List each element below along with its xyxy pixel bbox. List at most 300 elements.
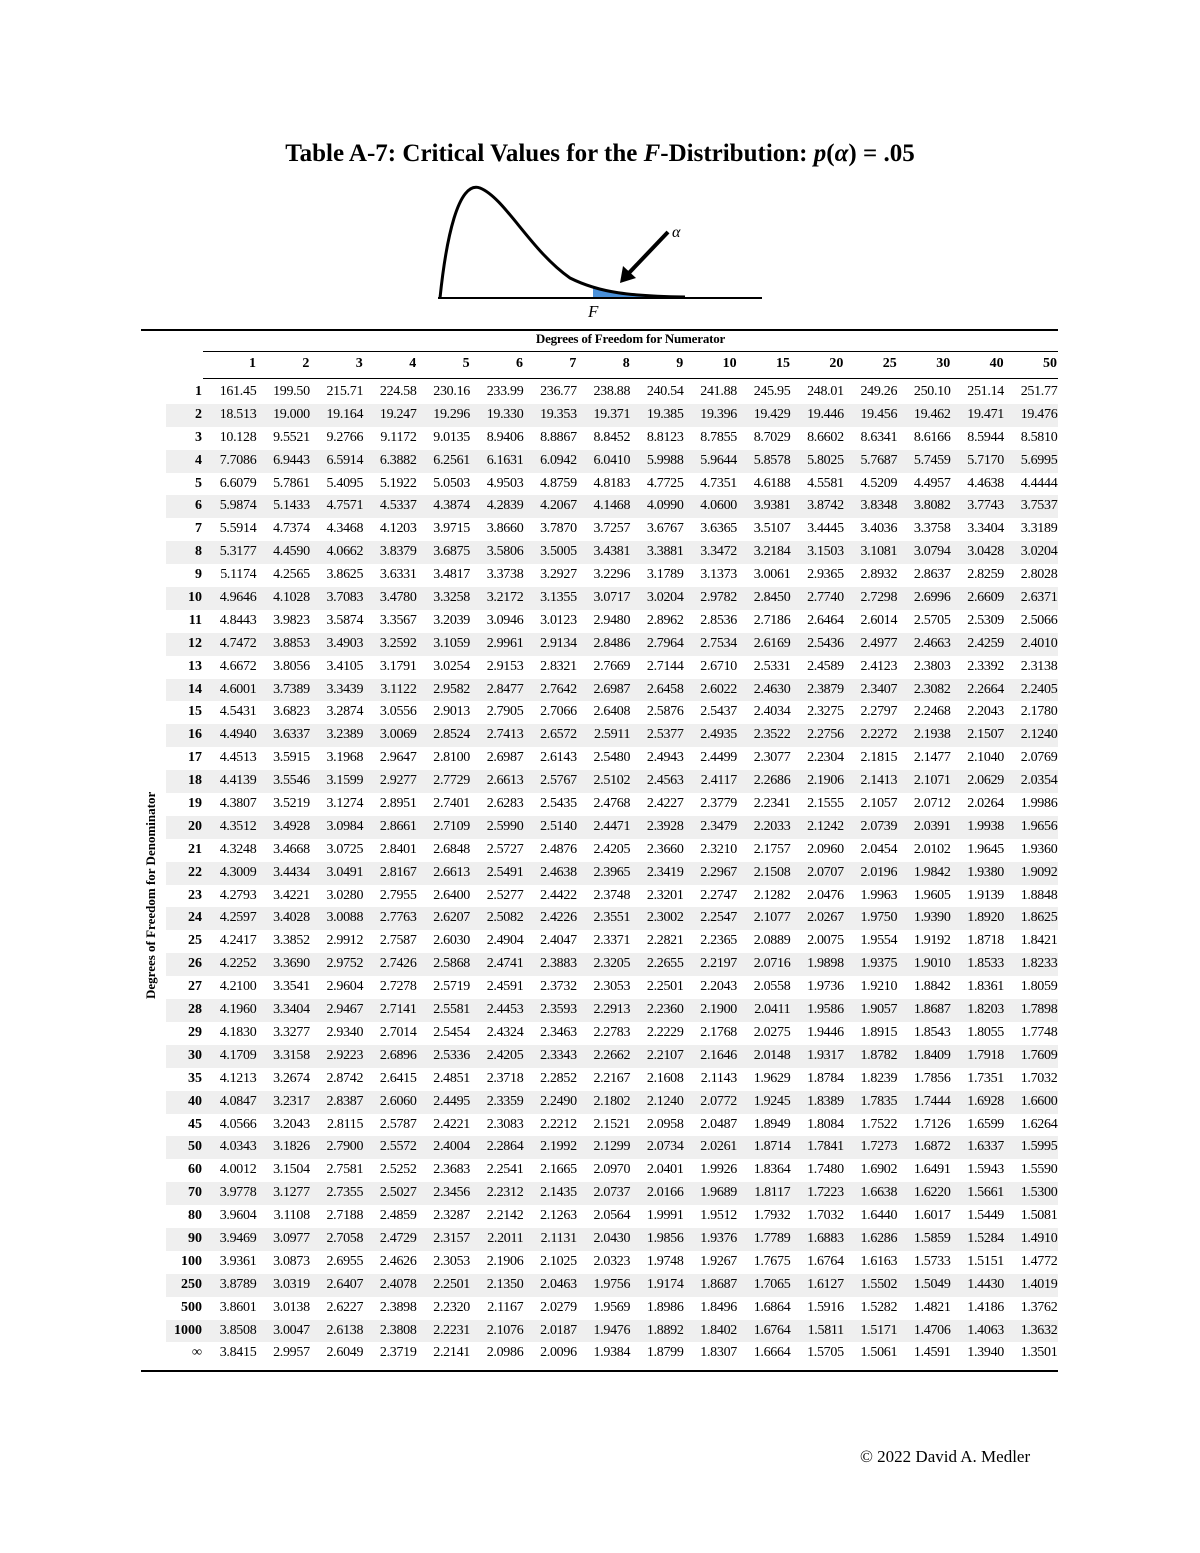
table-cell: 2.1076	[486, 1322, 524, 1338]
row-df-label: 80	[188, 1208, 202, 1224]
row-df-label: 17	[188, 750, 202, 766]
table-cell: 5.9874	[219, 498, 257, 514]
table-cell: 2.2033	[753, 818, 791, 834]
table-cell: 2.3719	[379, 1345, 417, 1361]
table-cell: 1.8421	[1020, 933, 1058, 949]
table-cell: 2.4563	[646, 773, 684, 789]
table-cell: 1.5995	[1020, 1139, 1058, 1155]
table-cell: 19.385	[646, 406, 684, 422]
table-cell: 2.0958	[646, 1116, 684, 1132]
row-df-label: 12	[188, 635, 202, 651]
table-cell: 2.2783	[593, 1024, 631, 1040]
row-df-label: ∞	[192, 1345, 202, 1361]
table-cell: 8.9406	[486, 429, 524, 445]
table-cell: 4.5431	[219, 704, 257, 720]
table-cell: 3.9778	[219, 1185, 257, 1201]
table-cell: 2.5491	[486, 864, 524, 880]
table-cell: 3.0491	[326, 864, 364, 880]
table-cell: 1.8307	[700, 1345, 737, 1361]
table-cell: 2.3479	[700, 818, 737, 834]
table-cell: 1.5284	[967, 1230, 1004, 1246]
table-cell: 1.8687	[913, 1002, 951, 1018]
table-cell: 4.3512	[219, 818, 257, 834]
table-cell: 3.1081	[860, 544, 898, 560]
table-cell: 2.0279	[540, 1299, 577, 1315]
table-cell: 5.0503	[433, 475, 470, 491]
table-cell: 2.2852	[540, 1070, 577, 1086]
table-cell: 1.8625	[1020, 910, 1058, 926]
table-cell: 2.6613	[486, 773, 524, 789]
table-cell: 1.9986	[1020, 796, 1058, 812]
table-cell: 2.7669	[593, 658, 631, 674]
table-cell: 19.000	[273, 406, 310, 422]
table-cell: 2.6400	[433, 887, 470, 903]
table-cell: 4.1709	[219, 1047, 257, 1063]
table-cell: 8.5944	[967, 429, 1004, 445]
table-cell: 1.8949	[753, 1116, 791, 1132]
table-cell: 3.8082	[913, 498, 951, 514]
table-cell: 1.7675	[753, 1253, 791, 1269]
table-cell: 1.9380	[967, 864, 1004, 880]
table-cell: 2.1768	[700, 1024, 737, 1040]
table-cell: 2.5876	[646, 704, 684, 720]
table-cell: 2.6283	[486, 796, 524, 812]
table-cell: 4.1960	[219, 1002, 257, 1018]
table-cell: 3.3881	[646, 544, 684, 560]
table-cell: 2.6955	[326, 1253, 364, 1269]
table-cell: 1.5943	[967, 1162, 1004, 1178]
table-cell: 250.10	[913, 384, 951, 399]
table-cell: 8.6166	[913, 429, 951, 445]
table-cell: 4.8759	[540, 475, 577, 491]
table-row	[166, 473, 1058, 496]
row-df-label: 70	[188, 1185, 202, 1201]
table-cell: 3.0254	[433, 658, 470, 674]
table-cell: 4.3009	[219, 864, 257, 880]
table-cell: 249.26	[860, 384, 898, 399]
table-cell: 3.5806	[486, 544, 524, 560]
table-cell: 4.3874	[433, 498, 470, 514]
table-cell: 2.4324	[486, 1024, 524, 1040]
table-cell: 5.1433	[273, 498, 310, 514]
table-cell: 2.5331	[753, 658, 791, 674]
table-cell: 2.2468	[913, 704, 951, 720]
table-cell: 2.8962	[646, 612, 684, 628]
table-cell: 2.5727	[486, 841, 524, 857]
table-cell: 2.0707	[807, 864, 844, 880]
table-cell: 3.8508	[219, 1322, 257, 1338]
table-cell: 2.6049	[326, 1345, 364, 1361]
table-cell: 1.9476	[593, 1322, 631, 1338]
table-cell: 2.6022	[700, 681, 737, 697]
table-cell: 2.7964	[646, 635, 684, 651]
table-cell: 19.396	[700, 406, 737, 422]
table-cell: 1.5733	[913, 1253, 951, 1269]
table-cell: 3.2317	[273, 1093, 310, 1109]
table-cell: 3.4817	[433, 567, 470, 583]
table-cell: 3.2389	[326, 727, 364, 743]
table-cell: 3.7743	[967, 498, 1004, 514]
table-cell: 2.2043	[700, 979, 737, 995]
table-cell: 1.5590	[1020, 1162, 1058, 1178]
table-cell: 6.3882	[379, 452, 417, 468]
table-cell: 2.5277	[486, 887, 524, 903]
table-cell: 2.4626	[379, 1253, 417, 1269]
table-cell: 2.6415	[379, 1070, 417, 1086]
table-cell: 2.9957	[273, 1345, 310, 1361]
table-cell: 1.8389	[807, 1093, 844, 1109]
page-title: Table A-7: Critical Values for the F-Distribution: p(α) = .05	[285, 140, 915, 167]
table-cell: 4.0990	[646, 498, 684, 514]
table-cell: 2.3157	[433, 1230, 470, 1246]
table-cell: 1.4772	[1020, 1253, 1058, 1269]
table-cell: 2.3359	[486, 1093, 524, 1109]
table-cell: 2.0411	[754, 1002, 791, 1018]
table-cell: 1.9192	[913, 933, 951, 949]
table-cell: 5.1174	[220, 567, 257, 583]
table-cell: 2.3392	[967, 658, 1004, 674]
table-cell: 1.4186	[967, 1299, 1004, 1315]
table-cell: 1.9748	[646, 1253, 684, 1269]
table-cell: 3.7870	[540, 521, 577, 537]
table-cell: 1.7856	[913, 1070, 951, 1086]
table-cell: 1.5171	[860, 1322, 898, 1338]
row-df-label: 500	[181, 1299, 202, 1315]
table-cell: 2.5066	[1020, 612, 1058, 628]
table-cell: 1.9898	[807, 956, 844, 972]
table-cell: 2.9223	[326, 1047, 364, 1063]
table-cell: 2.3683	[433, 1162, 470, 1178]
alpha-label: α	[672, 224, 681, 241]
table-cell: 2.2501	[433, 1276, 470, 1292]
table-cell: 1.7898	[1020, 1002, 1058, 1018]
table-row	[166, 587, 1058, 610]
table-cell: 2.8637	[913, 567, 951, 583]
table-cell: 19.471	[967, 406, 1004, 422]
table-cell: 3.4036	[860, 521, 898, 537]
table-cell: 248.01	[807, 384, 844, 399]
table-cell: 1.8239	[860, 1070, 898, 1086]
table-cell: 2.7729	[433, 773, 470, 789]
row-df-label: 10	[188, 590, 202, 606]
table-cell: 4.2067	[540, 498, 577, 514]
table-cell: 2.0261	[700, 1139, 737, 1155]
table-cell: 2.7581	[326, 1162, 364, 1178]
table-cell: 3.1968	[326, 750, 364, 766]
table-cell: 2.4221	[433, 1116, 470, 1132]
table-cell: 4.0343	[219, 1139, 257, 1155]
table-cell: 1.3762	[1020, 1299, 1058, 1315]
table-cell: 2.9365	[807, 567, 844, 583]
table-cell: 1.7126	[913, 1116, 951, 1132]
table-cell: 2.5336	[433, 1047, 470, 1063]
table-cell: 3.8660	[486, 521, 524, 537]
table-cell: 2.0960	[807, 841, 844, 857]
table-cell: 2.8321	[540, 658, 577, 674]
table-cell: 3.0280	[326, 887, 364, 903]
table-cell: 6.9443	[273, 452, 310, 468]
table-cell: 4.1213	[219, 1070, 257, 1086]
table-cell: 1.6491	[913, 1162, 951, 1178]
table-row	[166, 633, 1058, 656]
table-cell: 2.2655	[646, 956, 684, 972]
table-cell: 2.8115	[327, 1116, 364, 1132]
table-cell: 1.8203	[967, 1002, 1004, 1018]
table-cell: 2.1521	[593, 1116, 631, 1132]
table-cell: 3.3439	[326, 681, 364, 697]
table-cell: 3.8056	[273, 658, 310, 674]
table-cell: 1.6599	[967, 1116, 1004, 1132]
table-cell: 3.9823	[273, 612, 310, 628]
table-cell: 3.0088	[326, 910, 364, 926]
table-row	[166, 816, 1058, 839]
table-cell: 1.5811	[807, 1322, 844, 1338]
table-cell: 2.2167	[593, 1070, 631, 1086]
table-bottom-rule	[141, 1370, 1058, 1372]
table-cell: 2.1040	[967, 750, 1004, 766]
table-cell: 1.6764	[753, 1322, 791, 1338]
column-header-rule	[203, 378, 1058, 379]
table-cell: 2.6014	[860, 612, 898, 628]
table-cell: 1.7223	[807, 1185, 844, 1201]
table-cell: 3.3690	[273, 956, 310, 972]
table-cell: 19.353	[540, 406, 577, 422]
table-cell: 19.429	[753, 406, 791, 422]
table-cell: 9.0135	[433, 429, 470, 445]
table-cell: 2.6138	[326, 1322, 364, 1338]
table-cell: 1.9756	[593, 1276, 631, 1292]
table-cell: 1.6337	[967, 1139, 1004, 1155]
table-cell: 4.2793	[219, 887, 257, 903]
row-df-label: 9	[195, 567, 202, 583]
table-cell: 2.1780	[1020, 704, 1058, 720]
table-cell: 1.8687	[700, 1276, 737, 1292]
table-cell: 2.3660	[646, 841, 684, 857]
table-cell: 2.5480	[593, 750, 631, 766]
table-cell: 2.5140	[540, 818, 577, 834]
table-cell: 2.6458	[646, 681, 684, 697]
table-cell: 2.7534	[700, 635, 737, 651]
table-cell: 241.88	[700, 384, 737, 399]
table-cell: 1.5300	[1020, 1185, 1058, 1201]
table-cell: 4.1468	[593, 498, 631, 514]
table-cell: 2.3522	[753, 727, 791, 743]
table-cell: 2.1802	[593, 1093, 631, 1109]
table-row	[166, 1068, 1058, 1091]
table-cell: 1.7444	[913, 1093, 951, 1109]
column-header: 20	[829, 356, 844, 371]
f-label: F	[588, 302, 599, 321]
table-cell: 2.3748	[593, 887, 631, 903]
table-cell: 4.4139	[219, 773, 257, 789]
table-cell: 1.9569	[593, 1299, 631, 1315]
table-cell: 2.0354	[1020, 773, 1058, 789]
table-cell: 9.1172	[380, 429, 417, 445]
table-row	[166, 1228, 1058, 1251]
table-cell: 1.9629	[753, 1070, 791, 1086]
table-cell: 3.6331	[379, 567, 417, 583]
table-cell: 4.6672	[219, 658, 257, 674]
table-cell: 2.7109	[433, 818, 470, 834]
table-row	[166, 427, 1058, 450]
row-df-label: 5	[195, 475, 202, 491]
table-cell: 2.1665	[540, 1162, 577, 1178]
table-cell: 8.8867	[540, 429, 577, 445]
column-header: 6	[516, 356, 523, 371]
table-cell: 2.0196	[860, 864, 898, 880]
table-cell: 4.9503	[486, 475, 524, 491]
table-cell: 19.296	[433, 406, 470, 422]
table-cell: 3.3738	[486, 567, 524, 583]
table-cell: 19.330	[486, 406, 524, 422]
table-cell: 5.7170	[967, 452, 1004, 468]
table-cell: 1.8784	[807, 1070, 844, 1086]
table-cell: 2.4859	[379, 1208, 417, 1224]
table-cell: 5.3177	[219, 544, 257, 560]
table-cell: 2.6030	[433, 933, 470, 949]
table-cell: 4.7351	[700, 475, 737, 491]
table-cell: 1.9736	[807, 979, 844, 995]
table-cell: 2.2547	[700, 910, 737, 926]
table-cell: 1.8059	[1020, 979, 1058, 995]
column-header: 15	[776, 356, 790, 371]
table-cell: 2.0986	[486, 1345, 524, 1361]
numerator-header: Degrees of Freedom for Numerator	[535, 331, 726, 346]
table-cell: 3.2592	[379, 635, 417, 651]
table-cell: 1.8084	[807, 1116, 844, 1132]
table-cell: 2.8387	[326, 1093, 364, 1109]
table-cell: 2.6407	[326, 1276, 364, 1292]
table-cell: 3.4434	[273, 864, 310, 880]
row-df-label: 100	[181, 1253, 202, 1269]
table-cell: 3.6337	[273, 727, 310, 743]
table-cell: 2.9752	[326, 956, 364, 972]
table-cell: 2.4499	[700, 750, 737, 766]
table-cell: 2.1938	[913, 727, 951, 743]
table-cell: 2.7900	[326, 1139, 364, 1155]
table-cell: 2.4453	[486, 1002, 524, 1018]
table-cell: 1.8915	[860, 1024, 898, 1040]
table-row	[166, 953, 1058, 976]
table-cell: 19.462	[913, 406, 951, 422]
table-cell: 3.5874	[326, 612, 364, 628]
table-cell: 2.8450	[753, 590, 791, 606]
table-cell: 2.6710	[700, 658, 737, 674]
table-cell: 2.1435	[540, 1185, 577, 1201]
table-cell: 1.8117	[754, 1185, 791, 1201]
table-cell: 1.8986	[646, 1299, 684, 1315]
table-cell: 2.3928	[646, 818, 684, 834]
column-header: 3	[355, 356, 363, 371]
table-cell: 3.6767	[646, 521, 684, 537]
table-cell: 2.5252	[379, 1162, 417, 1178]
table-cell: 1.8402	[700, 1322, 737, 1338]
table-cell: 3.4668	[273, 841, 310, 857]
row-df-label: 22	[188, 864, 202, 880]
table-cell: 1.6127	[807, 1276, 844, 1292]
table-cell: 2.6613	[433, 864, 470, 880]
table-cell: 2.9134	[540, 635, 577, 651]
table-cell: 3.0873	[273, 1253, 310, 1269]
table-cell: 2.2490	[540, 1093, 577, 1109]
table-cell: 4.7725	[646, 475, 684, 491]
table-cell: 1.7748	[1020, 1024, 1058, 1040]
table-cell: 7.7086	[219, 452, 257, 468]
table-cell: 3.3567	[379, 612, 417, 628]
table-cell: 3.3404	[967, 521, 1004, 537]
table-cell: 1.9554	[860, 933, 898, 949]
table-cell: 9.5521	[273, 429, 310, 445]
table-cell: 3.0984	[326, 818, 364, 834]
table-cell: 2.3803	[913, 658, 951, 674]
table-cell: 1.8543	[913, 1024, 951, 1040]
table-cell: 2.2747	[700, 887, 737, 903]
row-df-label: 8	[195, 544, 202, 560]
table-cell: 5.8025	[807, 452, 844, 468]
table-cell: 1.6286	[860, 1230, 898, 1246]
table-cell: 1.5049	[913, 1276, 951, 1292]
column-header: 40	[989, 356, 1004, 371]
table-row	[166, 930, 1058, 953]
row-df-label: 6	[195, 498, 202, 514]
table-cell: 6.0942	[540, 452, 577, 468]
table-cell: 2.0772	[700, 1093, 737, 1109]
table-cell: 2.0564	[593, 1208, 631, 1224]
table-cell: 1.9174	[646, 1276, 684, 1292]
table-cell: 3.2874	[326, 704, 364, 720]
table-cell: 2.6371	[1020, 590, 1058, 606]
table-cell: 2.3210	[700, 841, 737, 857]
table-cell: 2.0401	[646, 1162, 684, 1178]
table-cell: 230.16	[433, 384, 470, 399]
table-cell: 2.1906	[486, 1253, 524, 1269]
table-cell: 2.3419	[646, 864, 684, 880]
table-cell: 1.9139	[967, 887, 1004, 903]
table-cell: 1.8842	[913, 979, 951, 995]
table-cell: 2.2686	[753, 773, 791, 789]
table-cell: 2.3002	[646, 910, 684, 926]
table-cell: 5.8578	[753, 452, 791, 468]
table-cell: 2.1131	[540, 1230, 577, 1246]
table-cell: 5.7861	[273, 475, 310, 491]
table-cell: 2.7426	[379, 956, 417, 972]
row-df-label: 29	[188, 1024, 202, 1040]
table-cell: 1.6864	[753, 1299, 791, 1315]
table-cell: 2.6987	[593, 681, 631, 697]
table-cell: 2.4259	[967, 635, 1004, 651]
table-cell: 4.2565	[273, 567, 310, 583]
table-cell: 2.2312	[486, 1185, 524, 1201]
column-header: 8	[622, 356, 630, 371]
table-cell: 2.8932	[860, 567, 898, 583]
table-cell: 3.2039	[433, 612, 470, 628]
table-cell: 2.3371	[593, 933, 631, 949]
table-cell: 2.5990	[486, 818, 524, 834]
table-cell: 3.8415	[219, 1345, 257, 1361]
table-cell: 3.3758	[913, 521, 951, 537]
table-cell: 251.77	[1020, 384, 1058, 399]
table-cell: 2.1282	[753, 887, 791, 903]
table-cell: 2.4205	[593, 841, 631, 857]
table-cell: 2.2662	[593, 1047, 631, 1063]
table-cell: 1.8892	[646, 1322, 684, 1338]
table-cell: 2.3287	[433, 1208, 470, 1224]
table-cell: 3.0794	[913, 544, 951, 560]
table-cell: 19.164	[326, 406, 364, 422]
table-cell: 8.8123	[646, 429, 684, 445]
table-cell: 2.0430	[593, 1230, 631, 1246]
table-cell: 2.4904	[486, 933, 524, 949]
